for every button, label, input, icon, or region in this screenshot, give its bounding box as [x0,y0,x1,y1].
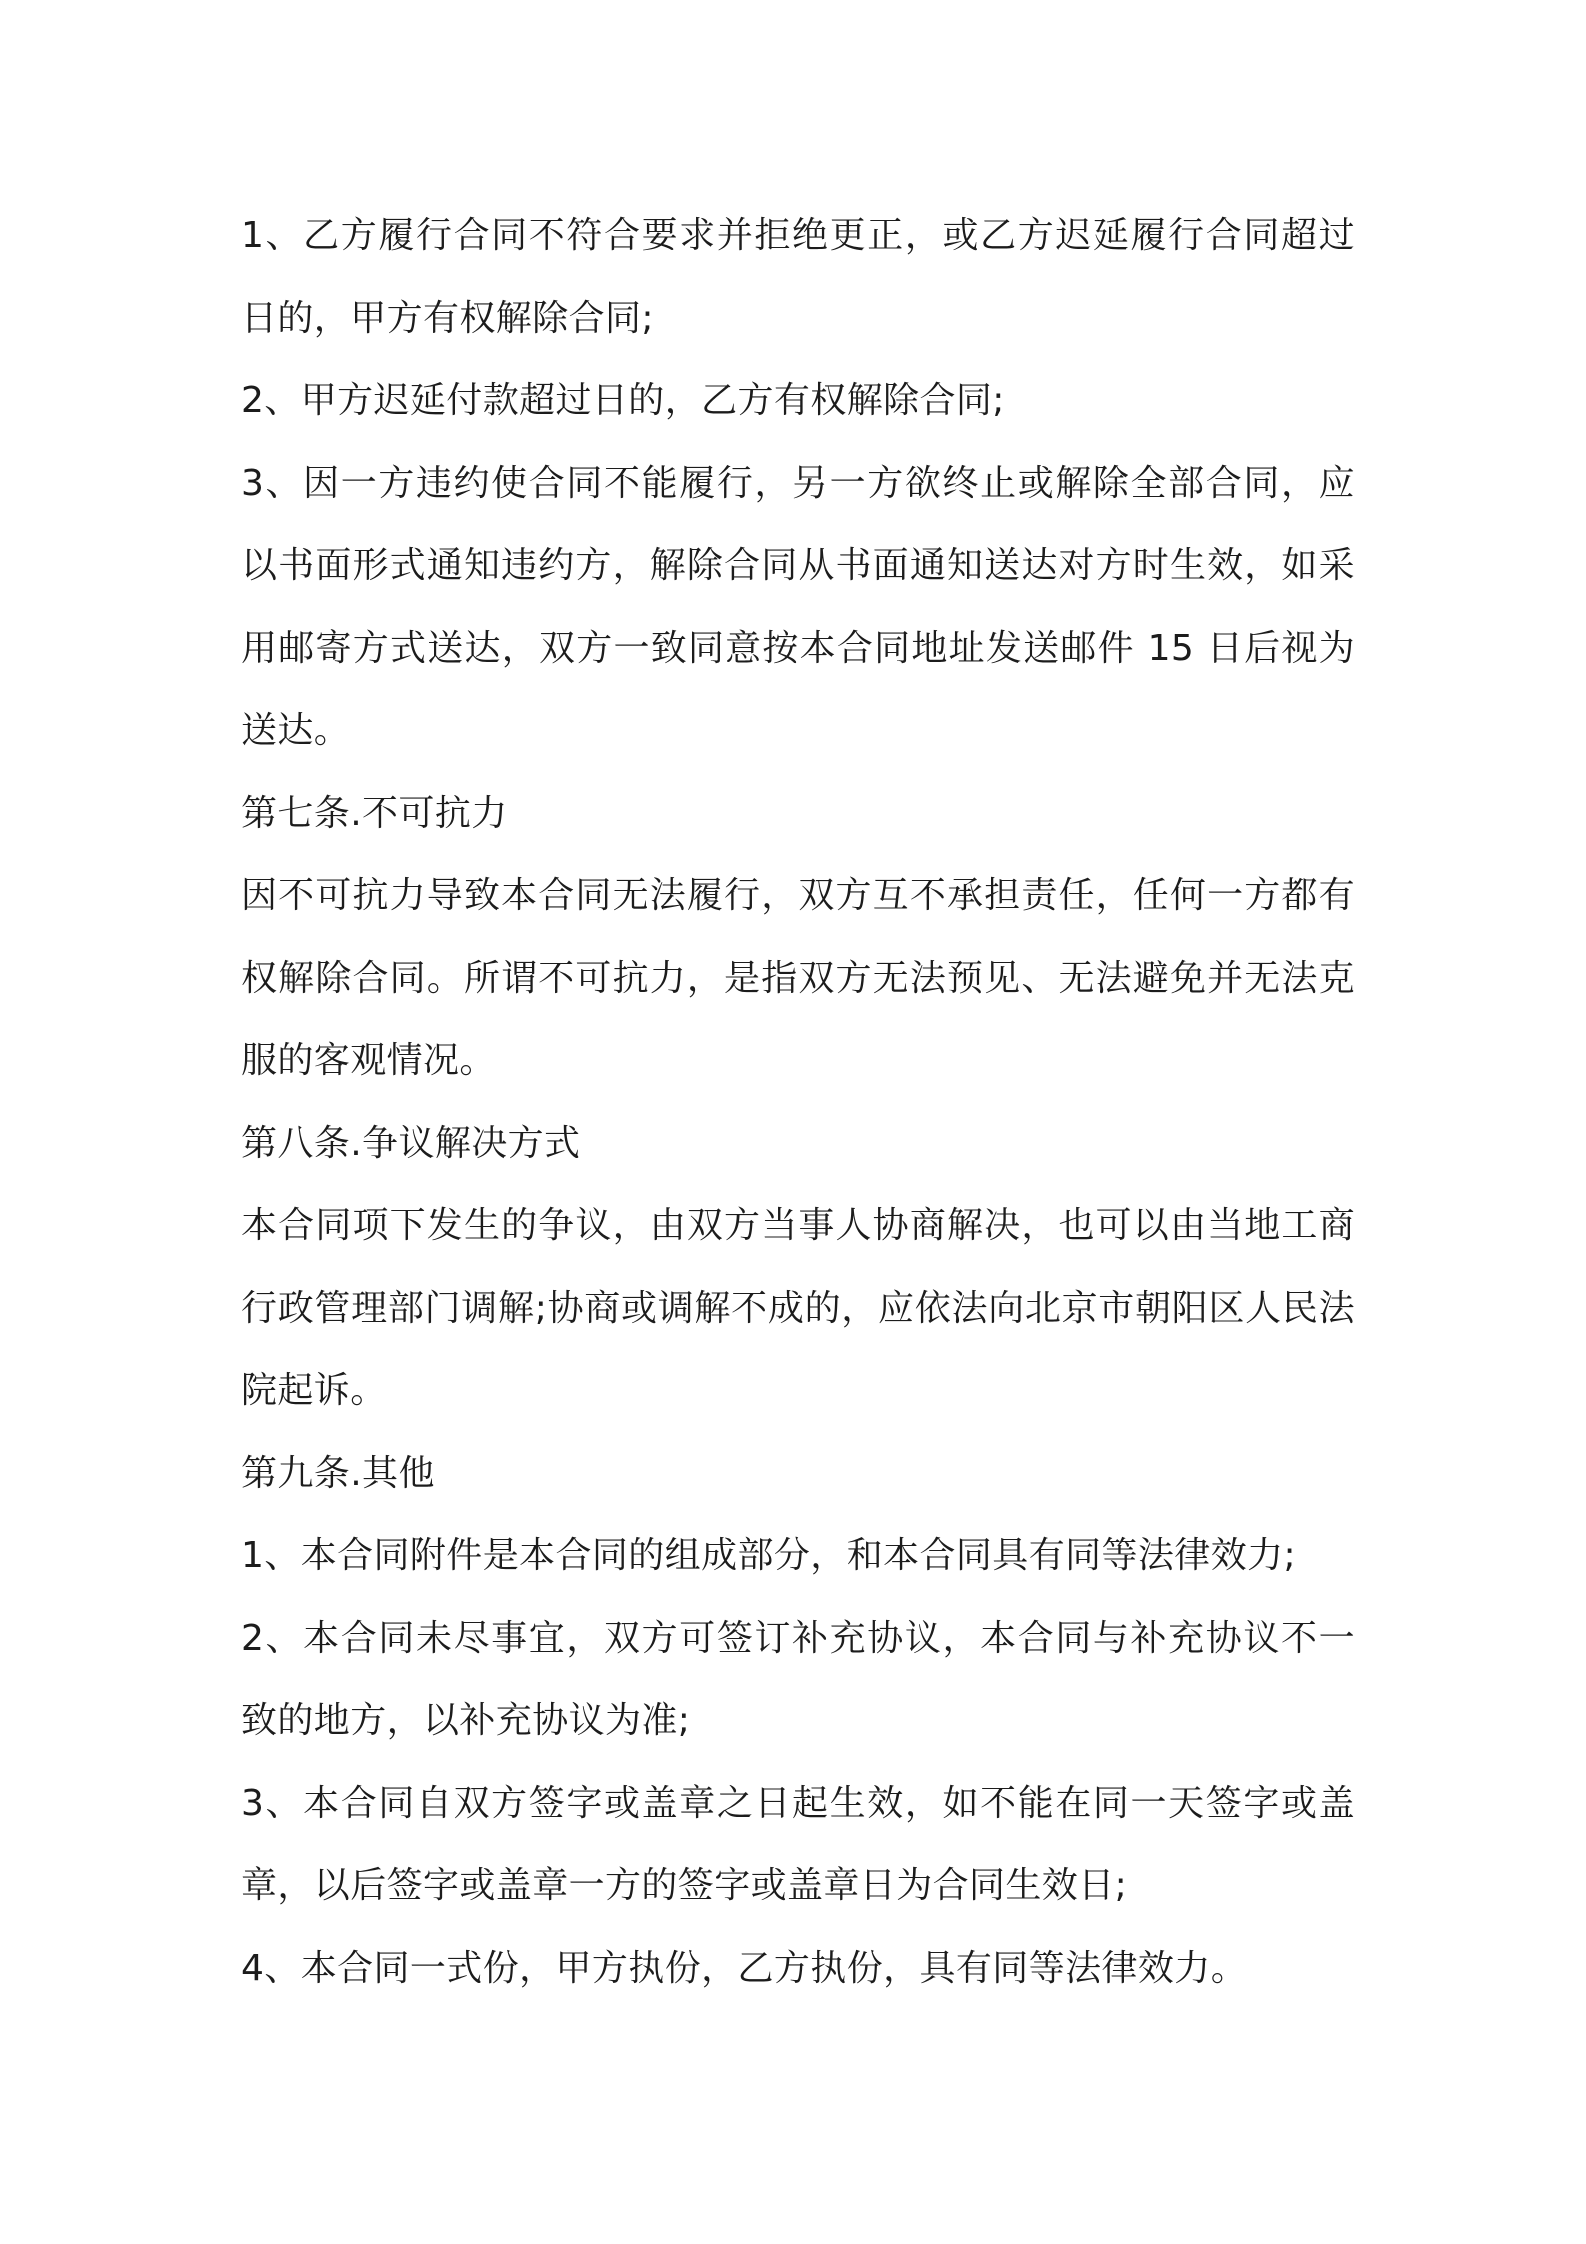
article-7-body: 因不可抗力导致本合同无法履行，双方互不承担责任，任何一方都有权解除合同。所谓不可抗力，是指双方无法预见、无法避免并无法克服的客观情况。 [241,875,1355,1081]
termination-clause-3: 3、因一方违约使合同不能履行，另一方欲终止或解除全部合同，应以书面形式通知违约方，解除合同从书面通知送达对方时生效，如采用邮寄方式送达，双方一致同意按本合同地址发送邮件 15 日后视为送达。 [241,462,1355,751]
article-9-clause-2: 2、本合同未尽事宜，双方可签订补充协议，本合同与补充协议不一致的地方，以补充协议为准; [241,1617,1355,1741]
article-9-clause-4: 4、本合同一式份，甲方执份，乙方执份，具有同等法律效力。 [241,1947,1248,1989]
article-8-heading: 第八条.争议解决方式 [241,1122,581,1164]
article-8-body: 本合同项下发生的争议，由双方当事人协商解决，也可以由当地工商行政管理部门调解;协商或调解不成的，应依法向北京市朝阳区人民法院起诉。 [241,1205,1355,1411]
article-9-clause-3: 3、本合同自双方签字或盖章之日起生效，如不能在同一天签字或盖章，以后签字或盖章一方的签字或盖章日为合同生效日; [241,1782,1355,1906]
termination-clause-1: 1、乙方履行合同不符合要求并拒绝更正，或乙方迟延履行合同超过日的，甲方有权解除合同; [241,215,1355,339]
article-7-heading: 第七条.不可抗力 [241,792,508,834]
article-9-heading: 第九条.其他 [241,1452,435,1494]
document-page [241,195,1355,2010]
article-9-clause-1: 1、本合同附件是本合同的组成部分，和本合同具有同等法律效力; [241,1535,1297,1576]
termination-clause-2: 2、甲方迟延付款超过日的，乙方有权解除合同; [241,380,1005,421]
